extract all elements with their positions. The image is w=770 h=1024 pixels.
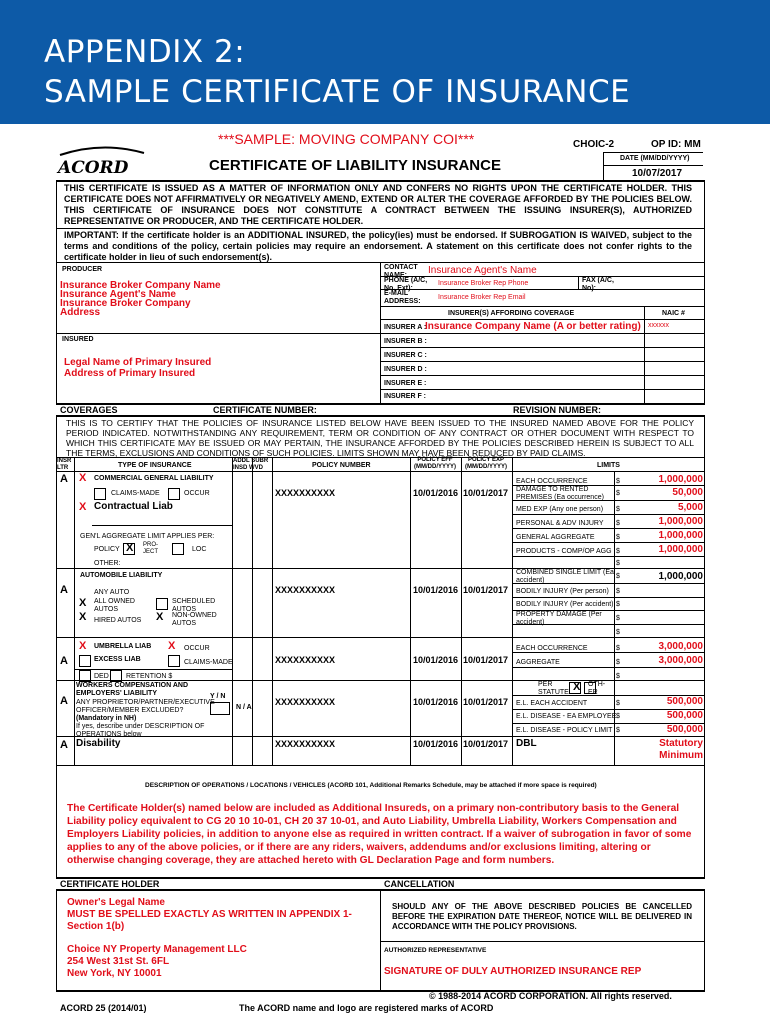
wc-limit-value: 500,000 [666,724,703,735]
auto-insurer-letter: A [60,584,68,596]
loc-option-checkbox[interactable] [172,543,184,555]
description-text: The Certificate Holder(s) named below are included as Additional Insureds, on a primary non-contributory basis to the General Liability policy equivalent to CG 20 10 10-01, CH 20 37 10-01, and Auto Liability, Umbrella Liability, Workers Compensation and Employers Liability policies, in addition to anyone else as required in written contract. If a waiver of subrogation in favor of some applies to any of the above policies, or if there are any riders, waivers, addendums and/or exclusions limiting, altering or otherwise changing coverage, they are attached hereto with GL Declaration Page and form numbers. [67,803,692,866]
eff-header: POLICY EFF (MM/DD/YYYY) [414,457,456,470]
wc-exp-date: 10/01/2017 [463,697,509,707]
auth-signature: SIGNATURE OF DULY AUTHORIZED INSURANCE REP [384,966,642,977]
insurer-f-label: INSURER F : [384,393,426,400]
dollar-sign: $ [616,713,620,720]
email-label: E-MAIL ADDRESS: [384,290,421,305]
scheduled-checkbox[interactable] [156,598,168,610]
disability-exp-date: 10/01/2017 [463,739,509,749]
umbrella-occur-x[interactable]: X [168,640,176,652]
insured-name: Legal Name of Primary Insured [64,357,212,368]
dollar-sign: $ [616,727,620,734]
auth-rep-label: AUTHORIZED REPRESENTATIVE [384,947,487,954]
auto-exp-date: 10/01/2017 [463,585,509,595]
holder-city: New York, NY 10001 [67,968,162,979]
bi-accident-label: BODILY INJURY (Per accident) [516,601,614,608]
holder-owner: Owner's Legal Name [67,897,165,908]
dollar-sign: $ [616,548,620,555]
umbrella-x[interactable]: X [79,640,87,652]
limits-header: LIMITS [597,462,620,469]
auto-eff-date: 10/01/2016 [413,585,459,595]
appendix-banner [0,0,770,124]
holder-section: Section 1(b) [67,921,125,932]
dollar-sign: $ [616,506,620,513]
policy-option-label: POLICY [94,546,120,553]
svg-text:ACORD: ACORD [58,158,129,178]
insurer-b-label: INSURER B : [384,338,427,345]
dollar-sign: $ [616,645,620,652]
insurer-c-label: INSURER C : [384,352,427,359]
producer-line: Insurance Broker Company [60,298,191,309]
banner-line-1: APPENDIX 2: [44,34,246,70]
disability-insurer-letter: A [60,739,68,751]
dollar-sign: $ [616,700,620,707]
gl-exp-date: 10/01/2017 [463,488,509,498]
date-value: 10/07/2017 [632,168,683,179]
dollar-sign: $ [616,490,620,497]
gl-limit-label: GENERAL AGGREGATE [516,534,595,541]
wc-excluded-checkbox[interactable] [210,702,230,715]
non-owned-label: NON-OWNED AUTOS [172,612,217,627]
choic-code: CHOIC-2 [573,139,615,150]
oth-er-label: OTH-ER [588,681,606,696]
wc-ifyes-label: If yes, describe under DESCRIPTION OF OPERATIONS below [76,723,205,738]
producer-line: Insurance Agent's Name [60,289,176,300]
revision-number-label: REVISION NUMBER: [513,405,602,415]
umbrella-policy-number: XXXXXXXXXX [275,655,336,665]
gl-limit-label: EACH OCCURRENCE [516,478,588,485]
umbrella-each-value: 3,000,000 [658,641,703,652]
occur-checkbox[interactable] [168,488,180,500]
all-owned-label: ALL OWNED AUTOS [94,598,135,613]
hired-autos-label: HIRED AUTOS [94,617,142,624]
umbrella-exp-date: 10/01/2017 [463,655,509,665]
wc-na-label: N / A [236,704,252,711]
all-owned-x[interactable]: X [79,597,87,609]
exp-header: POLICY EXP (MM/DD/YYYY) [465,457,507,470]
wc-limit-label: E.L. DISEASE - POLICY LIMIT [516,727,613,734]
umbrella-agg-value: 3,000,000 [658,655,703,666]
fax-label: FAX (A/C, No): [582,277,614,292]
insr-ltr-header: INSR LTR [57,458,72,471]
property-damage-label: PROPERTY DAMAGE (Per accident) [516,611,602,626]
non-owned-x[interactable]: X [156,611,164,623]
umbrella-label: UMBRELLA LIAB [94,643,152,650]
date-label: DATE (MM/DD/YYYY) [620,155,690,162]
certificate-number-label: CERTIFICATE NUMBER: [213,405,317,415]
form-title: CERTIFICATE OF LIABILITY INSURANCE [209,157,501,174]
umbrella-each-label: EACH OCCURRENCE [516,645,588,652]
wc-proprietor-label: ANY PROPRIETOR/PARTNER/EXECUTIVE OFFICER/MEMBER EXCLUDED? [76,699,215,714]
contractual-checkbox[interactable]: X [79,501,87,513]
insurer-d-label: INSURER D : [384,366,427,373]
coverages-label: COVERAGES [60,405,118,415]
dollar-sign: $ [616,573,620,580]
form-number: ACORD 25 (2014/01) [60,1003,147,1013]
gl-limit-label: PERSONAL & ADV INJURY [516,520,604,527]
coverages-notice: THIS IS TO CERTIFY THAT THE POLICIES OF INSURANCE LISTED BELOW HAVE BEEN ISSUED TO THE INSURED NAMED ABOVE FOR THE POLICY PERIOD INDICATED. NOTWITHSTANDING ANY REQUIREMENT, TERM OR CONDITION OF ANY CONTRACT OR OTHER DOCUMENT WITH RESPECT TO WHICH THIS CERTIFICATE MAY BE ISSUED OR MAY PERTAIN, THE INSURANCE AFFORDED BY THE POLICIES DESCRIBED HEREIN IS SUBJECT TO ALL THE TERMS, EXCLUSIONS AND CONDITIONS OF SUCH POLICIES. LIMITS SHOWN MAY HAVE BEEN REDUCED BY PAID CLAIMS. [66,418,694,458]
dollar-sign: $ [616,629,620,636]
dollar-sign: $ [616,659,620,666]
cancellation-text: SHOULD ANY OF THE ABOVE DESCRIBED POLICIES BE CANCELLED BEFORE THE EXPIRATION DATE THEREOF, NOTICE WILL BE DELIVERED IN ACCORDANCE WITH THE POLICY PROVISIONS. [392,902,692,931]
policy-option-x: X [126,542,134,554]
gl-limit-label: DAMAGE TO RENTED PREMISES (Ea occurrence) [516,486,604,501]
dollar-sign: $ [616,520,620,527]
umbrella-occur-label: OCCUR [184,645,210,652]
gl-label: COMMERCIAL GENERAL LIABILITY [94,475,214,482]
occur-label: OCCUR [184,490,210,497]
insured-label: INSURED [62,336,94,343]
dollar-sign: $ [616,560,620,567]
producer-line: Address [60,307,101,318]
acord-logo [56,143,148,184]
wc-yn-label: Y / N [210,693,226,700]
claims-made-umbrella-checkbox[interactable] [168,655,180,667]
producer-block [60,281,221,317]
dollar-sign: $ [616,601,620,608]
holder-company: Choice NY Property Management LLC [67,944,247,955]
umbrella-insurer-letter: A [60,655,68,667]
gl-limit-value: 1,000,000 [658,530,703,541]
gl-limit-value: 50,000 [672,487,703,498]
insurers-header: INSURER(S) AFFORDING COVERAGE [448,310,575,317]
gl-insurer-letter: A [60,473,68,485]
insurer-a-naic: xxxxxx [648,322,669,329]
gl-limit-value: 1,000,000 [658,544,703,555]
wc-insurer-letter: A [60,695,68,707]
copyright: © 1988-2014 ACORD CORPORATION. All rights reserved. [429,991,672,1001]
disability-policy-number: XXXXXXXXXX [275,739,336,749]
wc-limit-value: 500,000 [666,710,703,721]
excess-label: EXCESS LIAB [94,656,141,663]
disability-value-1: Statutory [659,738,703,749]
dollar-sign: $ [616,534,620,541]
umbrella-agg-label: AGGREGATE [516,659,560,666]
dollar-sign: $ [616,588,620,595]
banner-line-2: SAMPLE CERTIFICATE OF INSURANCE [44,74,631,110]
contractual-label: Contractual Liab [94,501,173,512]
information-notice: THIS CERTIFICATE IS ISSUED AS A MATTER OF INFORMATION ONLY AND CONFERS NO RIGHTS UPON THE CERTIFICATE HOLDER. THIS CERTIFICATE DOES NOT AFFIRMATIVELY OR NEGATIVELY AMEND, EXTEND OR ALTER THE COVERAGE AFFORDED BY THE POLICIES BELOW. THIS CERTIFICATE OF INSURANCE DOES NOT CONSTITUTE A CONTRACT BETWEEN THE ISSUING INSURER(S), AUTHORIZED REPRESENTATIVE OR PRODUCER, AND THE CERTIFICATE HOLDER. [64,183,692,226]
csl-value: 1,000,000 [658,571,703,582]
gl-limit-label: MED EXP (Any one person) [516,506,604,513]
wc-label: WORKERS COMPENSATION AND EMPLOYERS' LIABILITY [76,682,188,697]
gl-eff-date: 10/01/2016 [413,488,459,498]
description-label: DESCRIPTION OF OPERATIONS / LOCATIONS / VEHICLES (ACORD 101, Additional Remarks Schedule, may be attached if more space is required) [145,782,597,789]
claims-made-label: CLAIMS-MADE [111,490,160,497]
dollar-sign: $ [616,478,620,485]
scheduled-label: SCHEDULED AUTOS [172,598,216,613]
phone-label: PHONE (A/C, No, Ext): [384,277,428,292]
phone-value: Insurance Broker Rep Phone [438,280,529,287]
insured-address: Address of Primary Insured [64,368,196,379]
op-id: OP ID: MM [651,139,701,150]
insurer-e-label: INSURER E : [384,380,427,387]
contact-label: CONTACT NAME: [384,264,418,279]
disability-value-2: Minimum [659,750,703,761]
aggregate-applies-label: GEN'L AGGREGATE LIMIT APPLIES PER: [80,533,215,540]
per-statute-label: PER STATUTE [538,681,569,696]
policy-number-header: POLICY NUMBER [312,462,371,469]
per-statute-x: X [573,681,581,693]
gl-limit-value: 1,000,000 [658,516,703,527]
sample-title: ***SAMPLE: MOVING COMPANY COI*** [218,131,475,147]
producer-line: Insurance Broker Company Name [60,280,221,291]
excess-checkbox[interactable] [79,655,91,667]
disability-dbl: DBL [516,738,537,749]
wc-limit-label: E.L. DISEASE - EA EMPLOYEE [516,713,617,720]
umbrella-claims-label: CLAIMS-MADE [184,659,233,666]
project-option-label: PRO-JECT [143,542,158,555]
holder-street: 254 West 31st St. 6FL [67,956,170,967]
important-notice: IMPORTANT: If the certificate holder is an ADDITIONAL INSURED, the policy(ies) must be endorsed. If SUBROGATION IS WAIVED, subject to the terms and conditions of the policy, certain policies may require an endorsement. A statement on this certificate does not confer rights to the certificate holder in lieu of such endorsement(s). [64,230,692,262]
wc-eff-date: 10/01/2016 [413,697,459,707]
gl-limit-label: PRODUCTS - COMP/OP AGG [516,548,612,555]
addl-subr-header: ADDL SUBR INSD WVD [233,458,269,471]
retention-label: RETENTION $ [126,673,173,680]
contact-value: Insurance Agent's Name [428,265,537,276]
wc-mandatory-label: (Mandatory in NH) [76,715,137,722]
bi-person-label: BODILY INJURY (Per person) [516,588,609,595]
other-label: OTHER: [94,560,121,567]
hired-autos-x[interactable]: X [79,611,87,623]
umbrella-eff-date: 10/01/2016 [413,655,459,665]
ded-label: DED [94,673,109,680]
producer-label: PRODUCER [62,266,103,273]
auto-policy-number: XXXXXXXXXX [275,585,336,595]
holder-must: MUST BE SPELLED EXACTLY AS WRITTEN IN APPENDIX 1- [67,909,352,920]
gl-limit-value: 5,000 [677,502,703,513]
acord-logo-icon [56,143,148,179]
gl-policy-number: XXXXXXXXXX [275,488,336,498]
email-value: Insurance Broker Rep Email [438,294,526,301]
any-auto-label: ANY AUTO [94,589,130,596]
holder-label: CERTIFICATE HOLDER [60,879,160,889]
disability-eff-date: 10/01/2016 [413,739,459,749]
insurer-a-name: Insurance Company Name (A or better rating) [425,321,641,332]
wc-policy-number: XXXXXXXXXX [275,697,336,707]
type-header: TYPE OF INSURANCE [118,462,192,469]
insurer-a-label: INSURER A : [384,324,427,331]
gl-limit-value: 1,000,000 [658,474,703,485]
wc-limit-value: 500,000 [666,696,703,707]
registered-marks: The ACORD name and logo are registered marks of ACORD [239,1003,494,1013]
naic-label: NAIC # [662,310,685,317]
loc-option-label: LOC [192,546,207,553]
wc-limit-label: E.L. EACH ACCIDENT [516,700,588,707]
dollar-sign: $ [616,615,620,622]
disability-label: Disability [76,738,121,749]
dollar-sign: $ [616,673,620,680]
gl-checkbox[interactable]: X [79,472,87,484]
claims-made-checkbox[interactable] [94,488,106,500]
csl-label: COMBINED SINGLE LIMIT (Ea accident) [516,569,614,584]
cancellation-label: CANCELLATION [384,879,455,889]
auto-label: AUTOMOBILE LIABILITY [80,572,163,579]
